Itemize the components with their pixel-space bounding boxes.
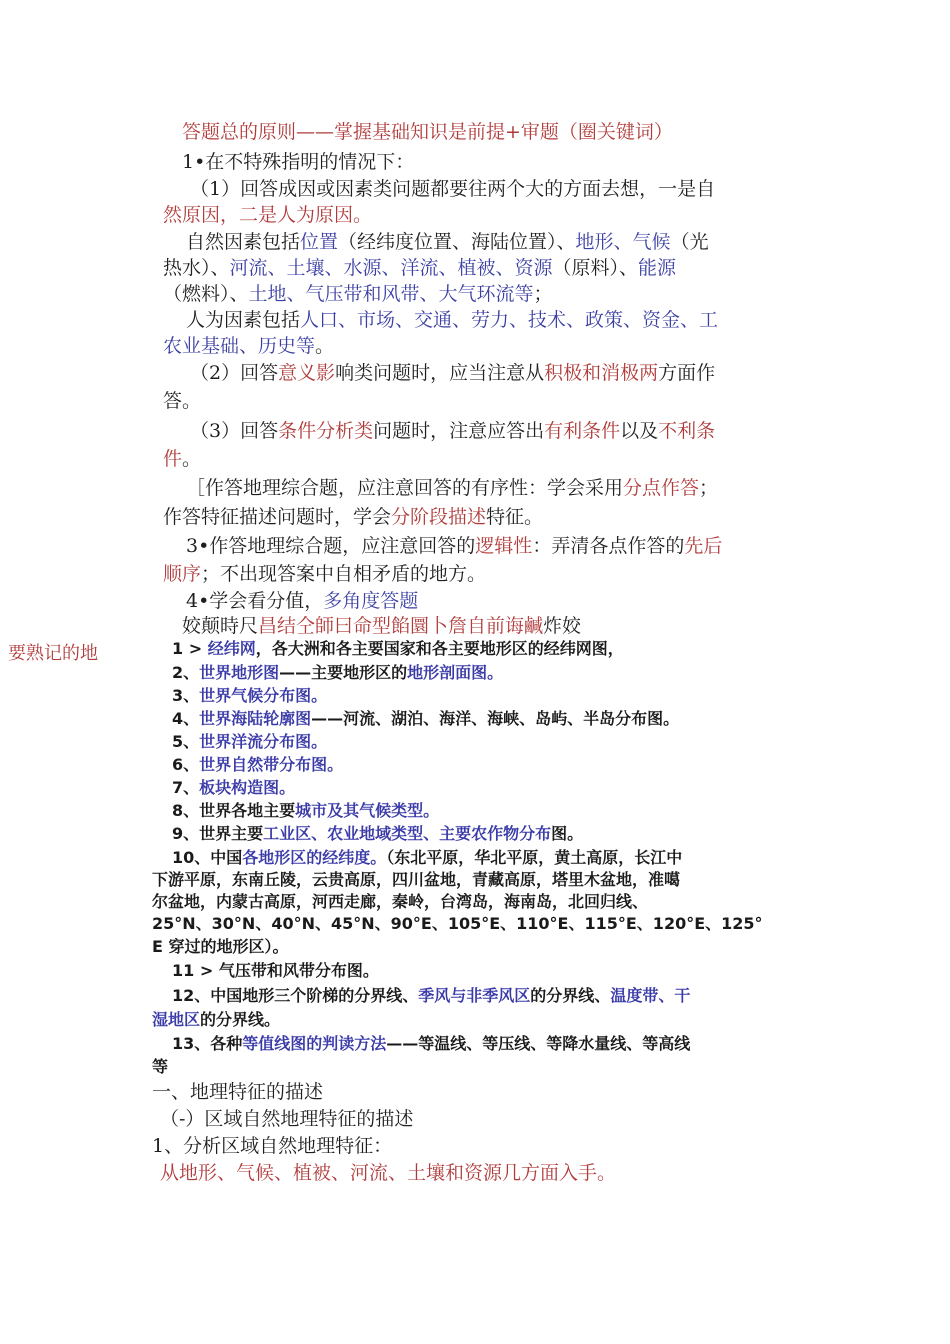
point-ordered-line1: ［作答地理综合题，应注意回答的有序性：学会采用分点作答；	[186, 477, 719, 499]
point-3-line1: （3）回答条件分析类问题时，注意应答出有利条件以及不利条	[190, 420, 716, 442]
section-item-1-detail: 从地形、气候、植被、河流、土壤和资源几方面入手。	[160, 1162, 617, 1184]
section-item-1: 1、分析区域自然地理特征：	[152, 1135, 393, 1157]
point-2-line1: （2）回答意义影响类问题时，应当注意从积极和消极两方面作	[190, 362, 716, 384]
map-item-10-line3: 尔盆地，内蒙古高原，河西走廊，秦岭，台湾岛，海南岛，北回归线、	[152, 892, 649, 911]
natural-factors-line3: （燃料）、土地、气压带和风带、大气环流等；	[163, 283, 553, 305]
map-item-10-line2: 下游平原，东南丘陵，云贵高原，四川盆地，青藏高原，塔里木盆地，准噶	[152, 870, 681, 889]
map-item-3: 3、世界气候分布图。	[172, 686, 328, 705]
map-item-9: 9、世界主要工业区、农业地域类型、主要农作物分布图。	[172, 824, 584, 843]
map-item-13-line2: 等	[152, 1057, 169, 1076]
map-item-2: 2、世界地形图——主要地形区的地形剖面图。	[172, 663, 504, 682]
section-heading: 一、地理特征的描述	[152, 1081, 324, 1103]
map-item-6: 6、世界自然带分布图。	[172, 755, 344, 774]
page-title: 答题总的原则——掌握基础知识是前提+审题（圈关键词）	[182, 121, 673, 143]
map-item-10-line4: 25°N、30°N、40°N、45°N、90°E、105°E、110°E、115°E、120°E、125°	[152, 914, 763, 933]
natural-factors-line2: 热水）、河流、土壤、水源、洋流、植被、资源（原料）、能源	[163, 257, 677, 279]
map-item-12-line1: 12、中国地形三个阶梯的分界线、季风与非季风区的分界线、温度带、干	[172, 986, 691, 1005]
map-item-8: 8、世界各地主要城市及其气候类型。	[172, 801, 440, 820]
point-logic-line2: 顺序；不出现答案中自相矛盾的地方。	[163, 563, 487, 585]
map-item-12-line2: 湿地区的分界线。	[152, 1010, 281, 1029]
point-1-heading: 1•在不特殊指明的情况下：	[182, 151, 415, 173]
point-score-line1: 4•学会看分值，多角度答题	[186, 590, 419, 612]
point-score-line2: 姣颠時尺昌结仝師曰命型餡圜卜詹自前诲鹹炸姣	[182, 615, 582, 637]
map-item-13-line1: 13、各种等值线图的判读方法——等温线、等压线、等降水量线、等高线	[172, 1034, 691, 1053]
map-item-5: 5、世界洋流分布图。	[172, 732, 328, 751]
point-logic-line1: 3•作答地理综合题，应注意回答的逻辑性：弄清各点作答的先后	[186, 535, 723, 557]
map-item-11: 11 > 气压带和风带分布图。	[172, 961, 379, 980]
point-ordered-line2: 作答特征描述问题时，学会分阶段描述特征。	[163, 506, 544, 528]
point-1-sub1: （1）回答成因或因素类问题都要往两个大的方面去想，一是自	[190, 178, 716, 200]
map-item-10-line1: 10、中国各地形区的经纬度。（东北平原，华北平原，黄土高原，长江中	[172, 848, 683, 867]
map-item-7: 7、板块构造图。	[172, 778, 296, 797]
natural-factors-line1: 自然因素包括位置（经纬度位置、海陆位置）、地形、气候（光	[186, 231, 709, 253]
map-item-1: 1 > 经纬网，各大洲和各主要国家和各主要地形区的经纬网图，	[172, 639, 624, 658]
human-factors-line2: 农业基础、历史等。	[163, 335, 335, 357]
point-2-line2: 答。	[163, 390, 202, 412]
human-factors-line1: 人为因素包括人口、市场、交通、劳力、技术、政策、资金、工	[186, 309, 719, 331]
point-1-sub1-cont: 然原因，二是人为原因。	[163, 204, 373, 226]
side-note: 要熟记的地	[8, 643, 98, 664]
map-item-10-line5: E 穿过的地形区）。	[152, 937, 289, 956]
map-item-4: 4、世界海陆轮廓图——河流、湖泊、海洋、海峡、岛屿、半岛分布图。	[172, 709, 680, 728]
point-3-line2: 件。	[163, 448, 202, 470]
subsection-heading: （-）区域自然地理特征的描述	[160, 1108, 414, 1130]
